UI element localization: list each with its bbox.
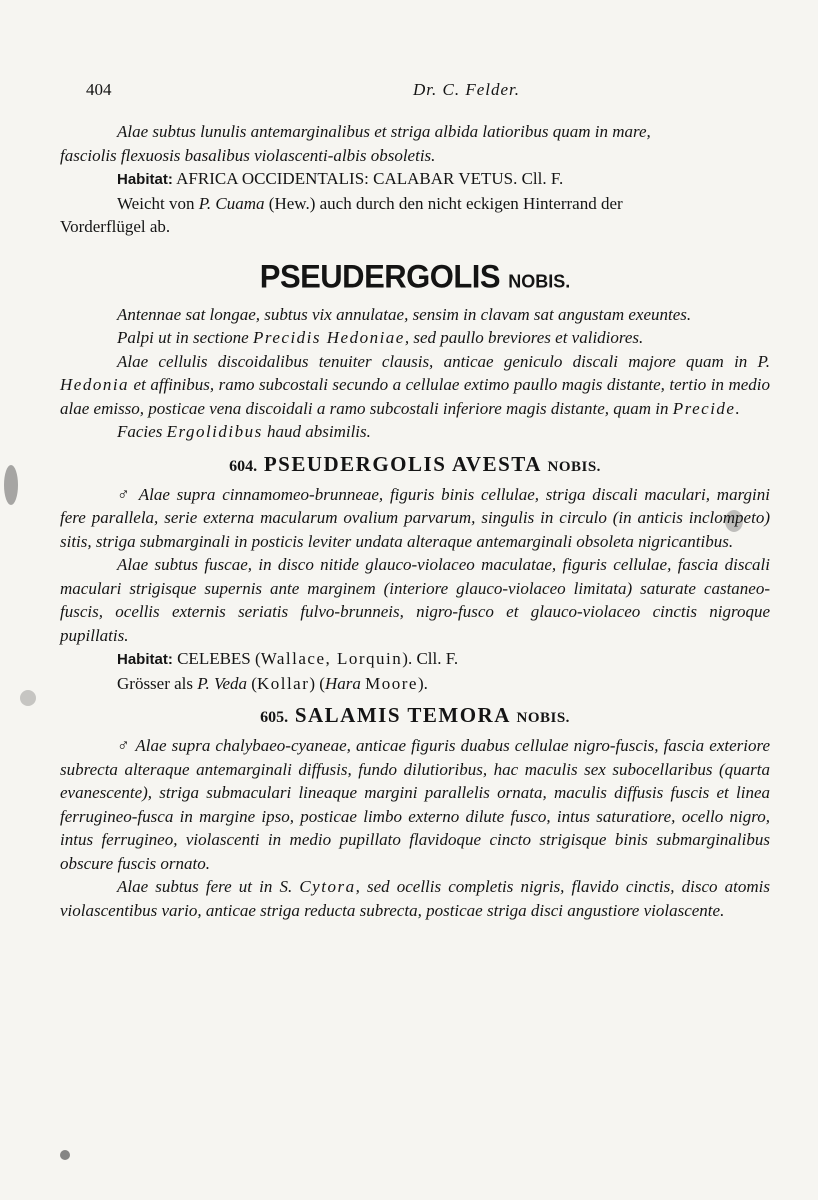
species-paragraph: Alae subtus fuscae, in disco nitide glauco-violaceo maculatae, figuris cellulae, fascia discali maculari strigisque supernis ante marginem (interiore glauco-violaceo limitata) saturate castaneo-fuscis, ocellis externis seriatis fulvo-brunneis, nigro-fusco et glauco-violaceo cinctis nigroque pupillatis. (60, 555, 770, 645)
nobis-label: NOBIS. (508, 270, 571, 292)
genus-description (60, 303, 770, 444)
paragraph-text: , sed ocellis completis nigris, flavido cinctis, disco atomis violascentibus vario, anticae striga reducta subrecta, posticae striga disci angustiore violascente. (60, 877, 770, 920)
collector-names: Wallace, Lorquin (260, 649, 403, 668)
nobis-label: NOBIS. (547, 458, 601, 475)
note-paragraph (60, 672, 770, 696)
genus-paragraph (60, 326, 770, 350)
species-paragraph (60, 875, 770, 922)
description-line: fasciolis flexuosis basalibus violascenti-albis obsoletis. (60, 145, 436, 165)
note-text: Vorderflügel ab. (60, 217, 171, 236)
paragraph-text: , sed paullo breviores et validiores. (404, 328, 644, 347)
genus-name: PSEUDERGOLIS (259, 257, 501, 295)
note-text: Weicht von (117, 193, 199, 213)
note-text: (Hew.) auch durch den nicht eckigen Hinterrand der (264, 193, 623, 213)
species-name: P. Veda (197, 673, 248, 693)
taxon-name: Ergolidibus (166, 422, 263, 441)
species-paragraph (60, 734, 770, 875)
paragraph-text: . (735, 398, 740, 418)
paragraph-text: Alae cellulis discoidalibus tenuiter clausis, anticae geniculo discali majore quam in P. (117, 351, 770, 371)
taxon-name: Cytora (299, 877, 356, 896)
paragraph-text: et affinibus, ramo subcostali secundo a cellulae extimo paullo magis distante, tertio in medio alae emisso, posticae vena discoidali a ramo subcostali inferiore magis distante, quam in (60, 375, 770, 418)
genus-paragraph: Antennae sat longae, subtus vix annulatae, sensim in clavam sat angustam exeuntes. (117, 304, 692, 324)
paragraph-text: Facies (117, 422, 167, 441)
species-heading-605 (60, 703, 770, 728)
note-text: ( (247, 673, 257, 693)
species-number: 604. (229, 457, 258, 475)
note-paragraph (60, 192, 770, 239)
habitat-text: AFRICA OCCIDENTALIS: CALABAR VETUS. Cll. F. (172, 169, 564, 188)
taxon-name: Precidis Hedoniae (252, 328, 405, 347)
page-header (60, 80, 770, 120)
species-paragraph (60, 483, 770, 554)
species-name: P. Cuama (198, 193, 265, 213)
author-name: Moore (365, 673, 418, 693)
note-text: ) ( (309, 673, 325, 693)
author-name: Kollar (256, 673, 310, 693)
species-name: PSEUDERGOLIS AVESTA (263, 451, 541, 476)
paragraph-text: Palpi ut in sectione (117, 328, 253, 347)
ink-stain (4, 465, 18, 505)
running-title: Dr. C. Felder. (412, 80, 520, 99)
ink-stain (60, 1150, 70, 1160)
species-name: SALAMIS TEMORA (294, 703, 510, 727)
species-heading-604 (60, 452, 770, 477)
habitat-label: Habitat: (117, 171, 173, 188)
taxon-name: Precide (672, 398, 736, 418)
species-604-description (60, 483, 770, 696)
species-number: 605. (260, 709, 289, 726)
page (60, 80, 770, 922)
habitat-line (60, 167, 770, 192)
paragraph-text: Alae supra chalybaeo-cyaneae, anticae figuris duabus cellulae nigro-fuscis, fascia exteriore subrecta alteraque antemarginali diffusis, fundo dilutioribus, hac maculis sex subocellaribus (quarta evanescente), striga submaculari lineaque margini parallelis ornata, maculis diffusis fuscis et linea ferrugineo-fusca in margine ipso, posticae limbo externo dilute fusco, intus saturatiore, ocello nigro, intus ferrugineo, violascenti in medio pupillato flavidoque cincto strigisque binis submarginalibus obscure fuscis ornato. (60, 736, 770, 873)
note-text: ). (417, 673, 428, 693)
paragraph-text: haud absimilis. (262, 422, 371, 441)
habitat-text: ). Cll. F. (402, 649, 459, 668)
page-number: 404 (86, 80, 112, 99)
paragraph-text: Alae supra cinnamomeo-brunneae, figuris binis cellulae, striga discali maculari, margini fere parallela, serie externa macularum ovalium parvarum, singulis in circulo (in anticis inclompeto) sitis, striga submarginali in posticis leviter undata alteraque antemarginali obsoleta nigricantibus. (60, 484, 770, 551)
male-symbol-icon: ♂ (117, 484, 133, 504)
habitat-label: Habitat: (117, 651, 173, 668)
previous-species-section (60, 120, 770, 239)
genus-heading (60, 258, 770, 296)
paragraph-text: Alae subtus fere ut in S. (117, 877, 300, 896)
ink-stain (20, 690, 36, 706)
habitat-line (60, 647, 770, 672)
nobis-label: NOBIS. (516, 710, 570, 726)
description-line: Alae subtus lunulis antemarginalibus et striga albida latioribus quam in mare, (117, 122, 651, 141)
taxon-name: Hedonia (60, 375, 130, 394)
genus-paragraph (60, 350, 770, 421)
species-605-description (60, 734, 770, 922)
genus-name: Hara (324, 673, 361, 693)
habitat-text: CELEBES ( (172, 649, 261, 668)
genus-paragraph (60, 420, 770, 444)
male-symbol-icon: ♂ (117, 736, 131, 755)
note-text: Grösser als (117, 673, 198, 693)
